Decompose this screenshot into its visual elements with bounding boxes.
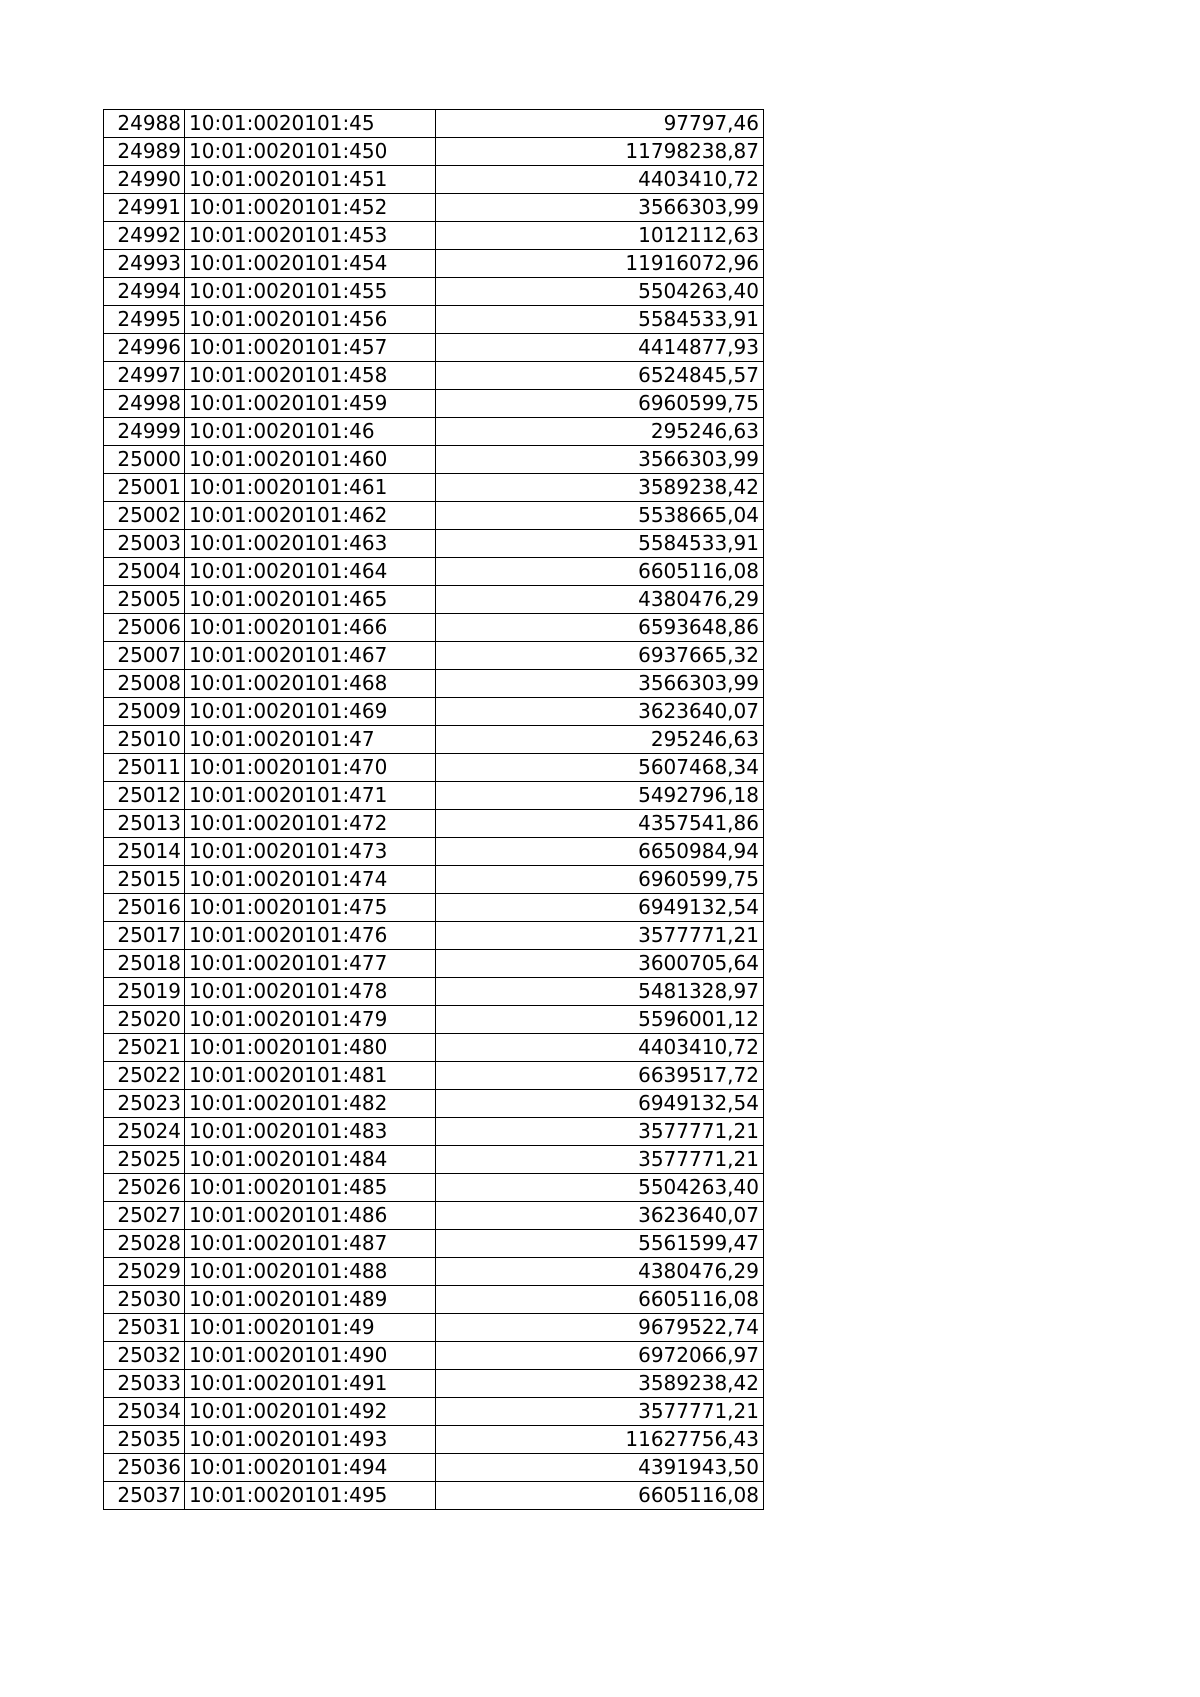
cadastral-value-cell: 4414877,93 <box>436 334 764 362</box>
cadastral-value-cell: 6605116,08 <box>436 1286 764 1314</box>
cadastral-value-cell: 6949132,54 <box>436 894 764 922</box>
row-number-cell: 25003 <box>104 530 185 558</box>
cadastral-value-cell: 5584533,91 <box>436 306 764 334</box>
cadastral-number-cell: 10:01:0020101:490 <box>185 1342 436 1370</box>
row-number-cell: 24988 <box>104 110 185 138</box>
cadastral-number-cell: 10:01:0020101:453 <box>185 222 436 250</box>
cadastral-number-cell: 10:01:0020101:451 <box>185 166 436 194</box>
cadastral-number-cell: 10:01:0020101:45 <box>185 110 436 138</box>
row-number-cell: 25037 <box>104 1482 185 1510</box>
cadastral-number-cell: 10:01:0020101:458 <box>185 362 436 390</box>
cadastral-number-cell: 10:01:0020101:455 <box>185 278 436 306</box>
cadastral-value-cell: 4357541,86 <box>436 810 764 838</box>
table-row <box>104 1090 764 1118</box>
row-number-cell: 25004 <box>104 558 185 586</box>
cadastral-value-cell: 4380476,29 <box>436 1258 764 1286</box>
cadastral-number-cell: 10:01:0020101:480 <box>185 1034 436 1062</box>
cadastral-value-cell: 6593648,86 <box>436 614 764 642</box>
row-number-cell: 25015 <box>104 866 185 894</box>
cadastral-number-cell: 10:01:0020101:469 <box>185 698 436 726</box>
cadastral-value-table <box>103 109 764 1510</box>
cadastral-number-cell: 10:01:0020101:481 <box>185 1062 436 1090</box>
table-row <box>104 110 764 138</box>
table-row <box>104 1062 764 1090</box>
cadastral-value-cell: 5504263,40 <box>436 1174 764 1202</box>
cadastral-number-cell: 10:01:0020101:479 <box>185 1006 436 1034</box>
table-row <box>104 698 764 726</box>
cadastral-number-cell: 10:01:0020101:470 <box>185 754 436 782</box>
row-number-cell: 24994 <box>104 278 185 306</box>
row-number-cell: 24997 <box>104 362 185 390</box>
row-number-cell: 25032 <box>104 1342 185 1370</box>
table-row <box>104 838 764 866</box>
table-row <box>104 334 764 362</box>
table-row <box>104 418 764 446</box>
row-number-cell: 25028 <box>104 1230 185 1258</box>
row-number-cell: 25025 <box>104 1146 185 1174</box>
cadastral-number-cell: 10:01:0020101:468 <box>185 670 436 698</box>
cadastral-value-cell: 3600705,64 <box>436 950 764 978</box>
row-number-cell: 25034 <box>104 1398 185 1426</box>
cadastral-number-cell: 10:01:0020101:488 <box>185 1258 436 1286</box>
cadastral-number-cell: 10:01:0020101:492 <box>185 1398 436 1426</box>
table-row <box>104 1286 764 1314</box>
cadastral-number-cell: 10:01:0020101:456 <box>185 306 436 334</box>
table-row <box>104 1258 764 1286</box>
row-number-cell: 25036 <box>104 1454 185 1482</box>
cadastral-value-cell: 295246,63 <box>436 726 764 754</box>
row-number-cell: 25000 <box>104 446 185 474</box>
table-row <box>104 1118 764 1146</box>
table-row <box>104 446 764 474</box>
cadastral-number-cell: 10:01:0020101:459 <box>185 390 436 418</box>
cadastral-value-cell: 3577771,21 <box>436 1398 764 1426</box>
cadastral-number-cell: 10:01:0020101:484 <box>185 1146 436 1174</box>
cadastral-value-cell: 11798238,87 <box>436 138 764 166</box>
row-number-cell: 24999 <box>104 418 185 446</box>
row-number-cell: 25010 <box>104 726 185 754</box>
table-row <box>104 726 764 754</box>
cadastral-value-cell: 5481328,97 <box>436 978 764 1006</box>
row-number-cell: 25017 <box>104 922 185 950</box>
table-row <box>104 1426 764 1454</box>
cadastral-number-cell: 10:01:0020101:454 <box>185 250 436 278</box>
table-row <box>104 1370 764 1398</box>
table-row <box>104 1314 764 1342</box>
row-number-cell: 25001 <box>104 474 185 502</box>
cadastral-number-cell: 10:01:0020101:461 <box>185 474 436 502</box>
table-row <box>104 922 764 950</box>
row-number-cell: 25007 <box>104 642 185 670</box>
cadastral-number-cell: 10:01:0020101:476 <box>185 922 436 950</box>
row-number-cell: 25012 <box>104 782 185 810</box>
row-number-cell: 25013 <box>104 810 185 838</box>
table-row <box>104 530 764 558</box>
cadastral-number-cell: 10:01:0020101:491 <box>185 1370 436 1398</box>
cadastral-value-cell: 6524845,57 <box>436 362 764 390</box>
cadastral-number-cell: 10:01:0020101:49 <box>185 1314 436 1342</box>
table-row <box>104 670 764 698</box>
cadastral-value-cell: 4403410,72 <box>436 166 764 194</box>
cadastral-number-cell: 10:01:0020101:460 <box>185 446 436 474</box>
cadastral-value-cell: 6960599,75 <box>436 866 764 894</box>
cadastral-value-cell: 6972066,97 <box>436 1342 764 1370</box>
cadastral-number-cell: 10:01:0020101:489 <box>185 1286 436 1314</box>
cadastral-number-cell: 10:01:0020101:450 <box>185 138 436 166</box>
row-number-cell: 25009 <box>104 698 185 726</box>
cadastral-number-cell: 10:01:0020101:494 <box>185 1454 436 1482</box>
cadastral-value-cell: 5584533,91 <box>436 530 764 558</box>
table-row <box>104 278 764 306</box>
table-row <box>104 1006 764 1034</box>
table-row <box>104 1482 764 1510</box>
table-row <box>104 194 764 222</box>
cadastral-number-cell: 10:01:0020101:465 <box>185 586 436 614</box>
row-number-cell: 25035 <box>104 1426 185 1454</box>
table-row <box>104 166 764 194</box>
cadastral-number-cell: 10:01:0020101:483 <box>185 1118 436 1146</box>
cadastral-value-cell: 295246,63 <box>436 418 764 446</box>
table-row <box>104 978 764 1006</box>
row-number-cell: 25021 <box>104 1034 185 1062</box>
cadastral-number-cell: 10:01:0020101:493 <box>185 1426 436 1454</box>
cadastral-value-cell: 11627756,43 <box>436 1426 764 1454</box>
row-number-cell: 25019 <box>104 978 185 1006</box>
cadastral-value-cell: 6937665,32 <box>436 642 764 670</box>
table-row <box>104 782 764 810</box>
table-row <box>104 362 764 390</box>
cadastral-value-cell: 4403410,72 <box>436 1034 764 1062</box>
table-row <box>104 1174 764 1202</box>
cadastral-value-cell: 5607468,34 <box>436 754 764 782</box>
cadastral-value-cell: 97797,46 <box>436 110 764 138</box>
row-number-cell: 25008 <box>104 670 185 698</box>
row-number-cell: 25027 <box>104 1202 185 1230</box>
row-number-cell: 25018 <box>104 950 185 978</box>
cadastral-value-cell: 5596001,12 <box>436 1006 764 1034</box>
cadastral-value-cell: 4391943,50 <box>436 1454 764 1482</box>
table-row <box>104 1398 764 1426</box>
table-row <box>104 866 764 894</box>
row-number-cell: 25033 <box>104 1370 185 1398</box>
cadastral-value-cell: 3577771,21 <box>436 922 764 950</box>
table-row <box>104 390 764 418</box>
row-number-cell: 25011 <box>104 754 185 782</box>
row-number-cell: 24996 <box>104 334 185 362</box>
cadastral-number-cell: 10:01:0020101:463 <box>185 530 436 558</box>
table-row <box>104 306 764 334</box>
table-row <box>104 138 764 166</box>
table-row <box>104 1230 764 1258</box>
row-number-cell: 24990 <box>104 166 185 194</box>
table-row <box>104 502 764 530</box>
cadastral-number-cell: 10:01:0020101:485 <box>185 1174 436 1202</box>
cadastral-value-cell: 3589238,42 <box>436 1370 764 1398</box>
cadastral-value-cell: 6605116,08 <box>436 558 764 586</box>
table-row <box>104 1454 764 1482</box>
table-row <box>104 894 764 922</box>
table-row <box>104 250 764 278</box>
cadastral-value-cell: 3623640,07 <box>436 698 764 726</box>
table-body <box>104 110 764 1510</box>
cadastral-value-cell: 9679522,74 <box>436 1314 764 1342</box>
cadastral-value-cell: 3577771,21 <box>436 1146 764 1174</box>
table-row <box>104 474 764 502</box>
cadastral-value-cell: 5492796,18 <box>436 782 764 810</box>
cadastral-number-cell: 10:01:0020101:452 <box>185 194 436 222</box>
table-row <box>104 586 764 614</box>
cadastral-value-cell: 6639517,72 <box>436 1062 764 1090</box>
row-number-cell: 24998 <box>104 390 185 418</box>
table-row <box>104 1342 764 1370</box>
row-number-cell: 25014 <box>104 838 185 866</box>
cadastral-number-cell: 10:01:0020101:482 <box>185 1090 436 1118</box>
table-row <box>104 754 764 782</box>
cadastral-number-cell: 10:01:0020101:46 <box>185 418 436 446</box>
cadastral-number-cell: 10:01:0020101:471 <box>185 782 436 810</box>
cadastral-value-cell: 3577771,21 <box>436 1118 764 1146</box>
table-row <box>104 558 764 586</box>
cadastral-number-cell: 10:01:0020101:477 <box>185 950 436 978</box>
table-row <box>104 1202 764 1230</box>
row-number-cell: 25023 <box>104 1090 185 1118</box>
table-row <box>104 1146 764 1174</box>
cadastral-number-cell: 10:01:0020101:487 <box>185 1230 436 1258</box>
cadastral-number-cell: 10:01:0020101:467 <box>185 642 436 670</box>
table-row <box>104 614 764 642</box>
cadastral-number-cell: 10:01:0020101:475 <box>185 894 436 922</box>
cadastral-number-cell: 10:01:0020101:47 <box>185 726 436 754</box>
cadastral-value-cell: 6960599,75 <box>436 390 764 418</box>
cadastral-value-cell: 5561599,47 <box>436 1230 764 1258</box>
row-number-cell: 24991 <box>104 194 185 222</box>
row-number-cell: 25029 <box>104 1258 185 1286</box>
cadastral-number-cell: 10:01:0020101:457 <box>185 334 436 362</box>
cadastral-value-cell: 3566303,99 <box>436 194 764 222</box>
cadastral-value-cell: 5504263,40 <box>436 278 764 306</box>
row-number-cell: 25030 <box>104 1286 185 1314</box>
cadastral-value-cell: 3623640,07 <box>436 1202 764 1230</box>
cadastral-number-cell: 10:01:0020101:462 <box>185 502 436 530</box>
cadastral-number-cell: 10:01:0020101:473 <box>185 838 436 866</box>
cadastral-number-cell: 10:01:0020101:464 <box>185 558 436 586</box>
row-number-cell: 25006 <box>104 614 185 642</box>
cadastral-value-cell: 4380476,29 <box>436 586 764 614</box>
cadastral-value-cell: 6650984,94 <box>436 838 764 866</box>
cadastral-value-cell: 5538665,04 <box>436 502 764 530</box>
row-number-cell: 25005 <box>104 586 185 614</box>
table-row <box>104 1034 764 1062</box>
table-row <box>104 810 764 838</box>
row-number-cell: 24992 <box>104 222 185 250</box>
row-number-cell: 25016 <box>104 894 185 922</box>
row-number-cell: 25031 <box>104 1314 185 1342</box>
row-number-cell: 25026 <box>104 1174 185 1202</box>
cadastral-number-cell: 10:01:0020101:495 <box>185 1482 436 1510</box>
cadastral-value-cell: 3566303,99 <box>436 446 764 474</box>
row-number-cell: 25002 <box>104 502 185 530</box>
cadastral-value-cell: 11916072,96 <box>436 250 764 278</box>
cadastral-number-cell: 10:01:0020101:474 <box>185 866 436 894</box>
row-number-cell: 25024 <box>104 1118 185 1146</box>
row-number-cell: 25020 <box>104 1006 185 1034</box>
cadastral-number-cell: 10:01:0020101:466 <box>185 614 436 642</box>
cadastral-value-cell: 3589238,42 <box>436 474 764 502</box>
cadastral-value-cell: 6605116,08 <box>436 1482 764 1510</box>
cadastral-number-cell: 10:01:0020101:478 <box>185 978 436 1006</box>
cadastral-number-cell: 10:01:0020101:486 <box>185 1202 436 1230</box>
cadastral-value-cell: 6949132,54 <box>436 1090 764 1118</box>
table-row <box>104 950 764 978</box>
cadastral-number-cell: 10:01:0020101:472 <box>185 810 436 838</box>
row-number-cell: 24989 <box>104 138 185 166</box>
table-row <box>104 642 764 670</box>
row-number-cell: 24993 <box>104 250 185 278</box>
row-number-cell: 24995 <box>104 306 185 334</box>
cadastral-value-cell: 1012112,63 <box>436 222 764 250</box>
table-row <box>104 222 764 250</box>
row-number-cell: 25022 <box>104 1062 185 1090</box>
cadastral-value-cell: 3566303,99 <box>436 670 764 698</box>
